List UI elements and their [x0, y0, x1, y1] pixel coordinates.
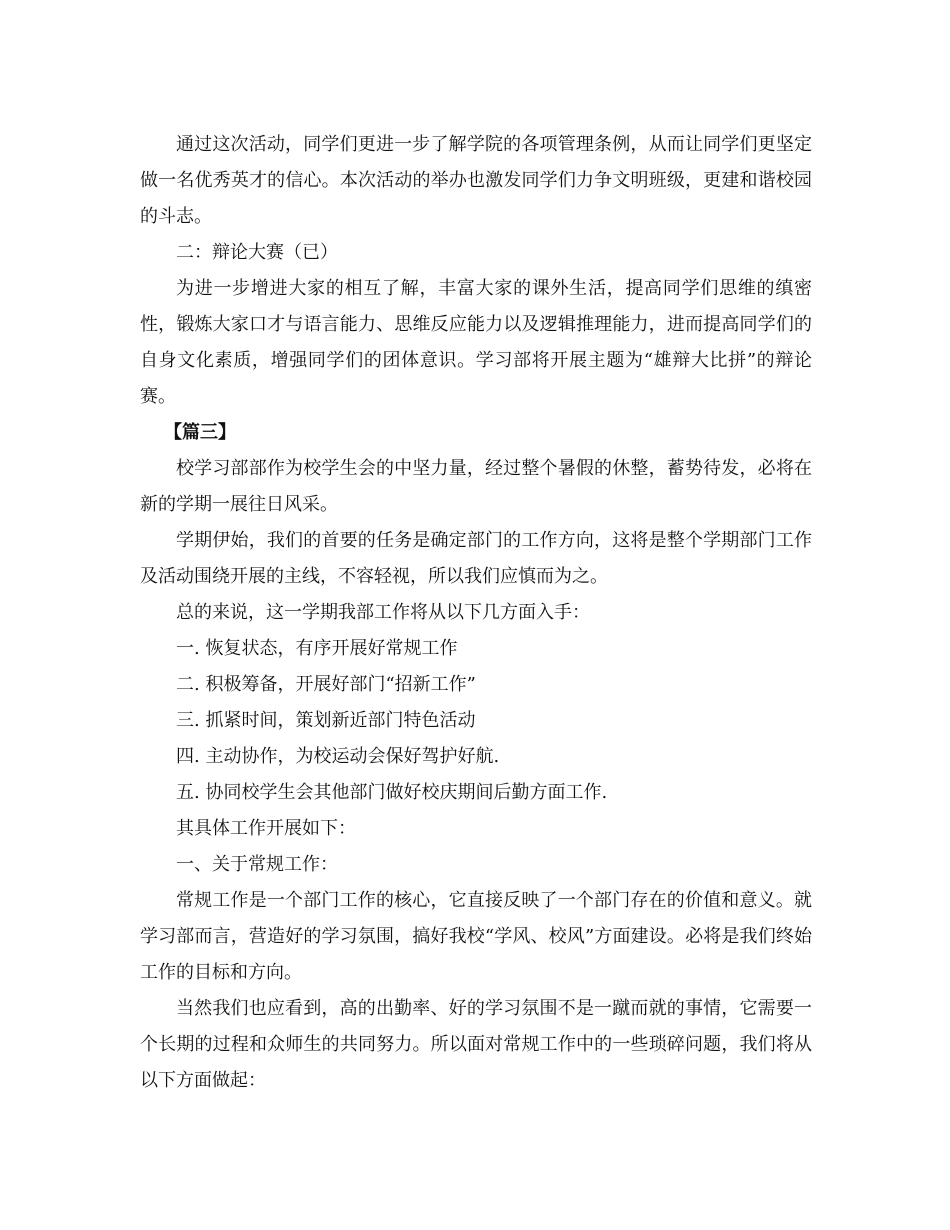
paragraph-routine-core: 常规工作是一个部门工作的核心，它直接反映了一个部门存在的价值和意义。就学习部而言，营造好的学习氛围，搞好我校“学风、校风”方面建设。必将是我们终始工作的目标和方向。	[140, 890, 812, 983]
paragraph-intro: 校学习部部作为校学生会的中坚力量，经过整个暑假的休整，蓄势待发，必将在新的学期一展往日风采。	[140, 458, 812, 515]
paragraph-task: 学期伊始，我们的首要的任务是确定部门的工作方向，这将是整个学期部门工作及活动围绕开展的主线，不容轻视，所以我们应慎而为之。	[140, 530, 812, 587]
paragraph-routine-approach: 当然我们也应看到，高的出勤率、好的学习氛围不是一蹴而就的事情，它需要一个长期的过程和众师生的共同努力。所以面对常规工作中的一些琐碎问题，我们将从以下方面做起：	[140, 998, 812, 1091]
list-item-5: 五. 协同校学生会其他部门做好校庆期间后勤方面工作.	[176, 782, 608, 803]
list-item-2: 二. 积极筹备，开展好部门“招新工作”	[176, 674, 476, 695]
section-heading-part-three: 【篇三】	[164, 422, 236, 443]
document-body	[140, 127, 812, 1099]
section-heading-debate: 二：辩论大赛（已）	[176, 242, 338, 263]
paragraph-activity-summary: 通过这次活动，同学们更进一步了解学院的各项管理条例，从而让同学们更坚定做一名优秀英才的信心。本次活动的举办也激发同学们力争文明班级，更建和谐校园的斗志。	[140, 134, 812, 227]
paragraph-overview: 总的来说，这一学期我部工作将从以下几方面入手：	[176, 602, 590, 623]
list-item-1: 一. 恢复状态，有序开展好常规工作	[176, 638, 458, 659]
section-heading-routine-work: 一、关于常规工作：	[176, 854, 338, 875]
paragraph-details-intro: 其具体工作开展如下：	[176, 818, 356, 839]
list-item-3: 三. 抓紧时间，策划新近部门特色活动	[176, 710, 476, 731]
list-item-4: 四. 主动协作，为校运动会保好驾护好航.	[176, 746, 500, 767]
paragraph-debate-description: 为进一步增进大家的相互了解，丰富大家的课外生活，提高同学们思维的缜密性，锻炼大家口才与语言能力、思维反应能力以及逻辑推理能力，进而提高同学们的自身文化素质，增强同学们的团体意识。学习部将开展主题为“雄辩大比拼”的辩论赛。	[140, 278, 812, 407]
